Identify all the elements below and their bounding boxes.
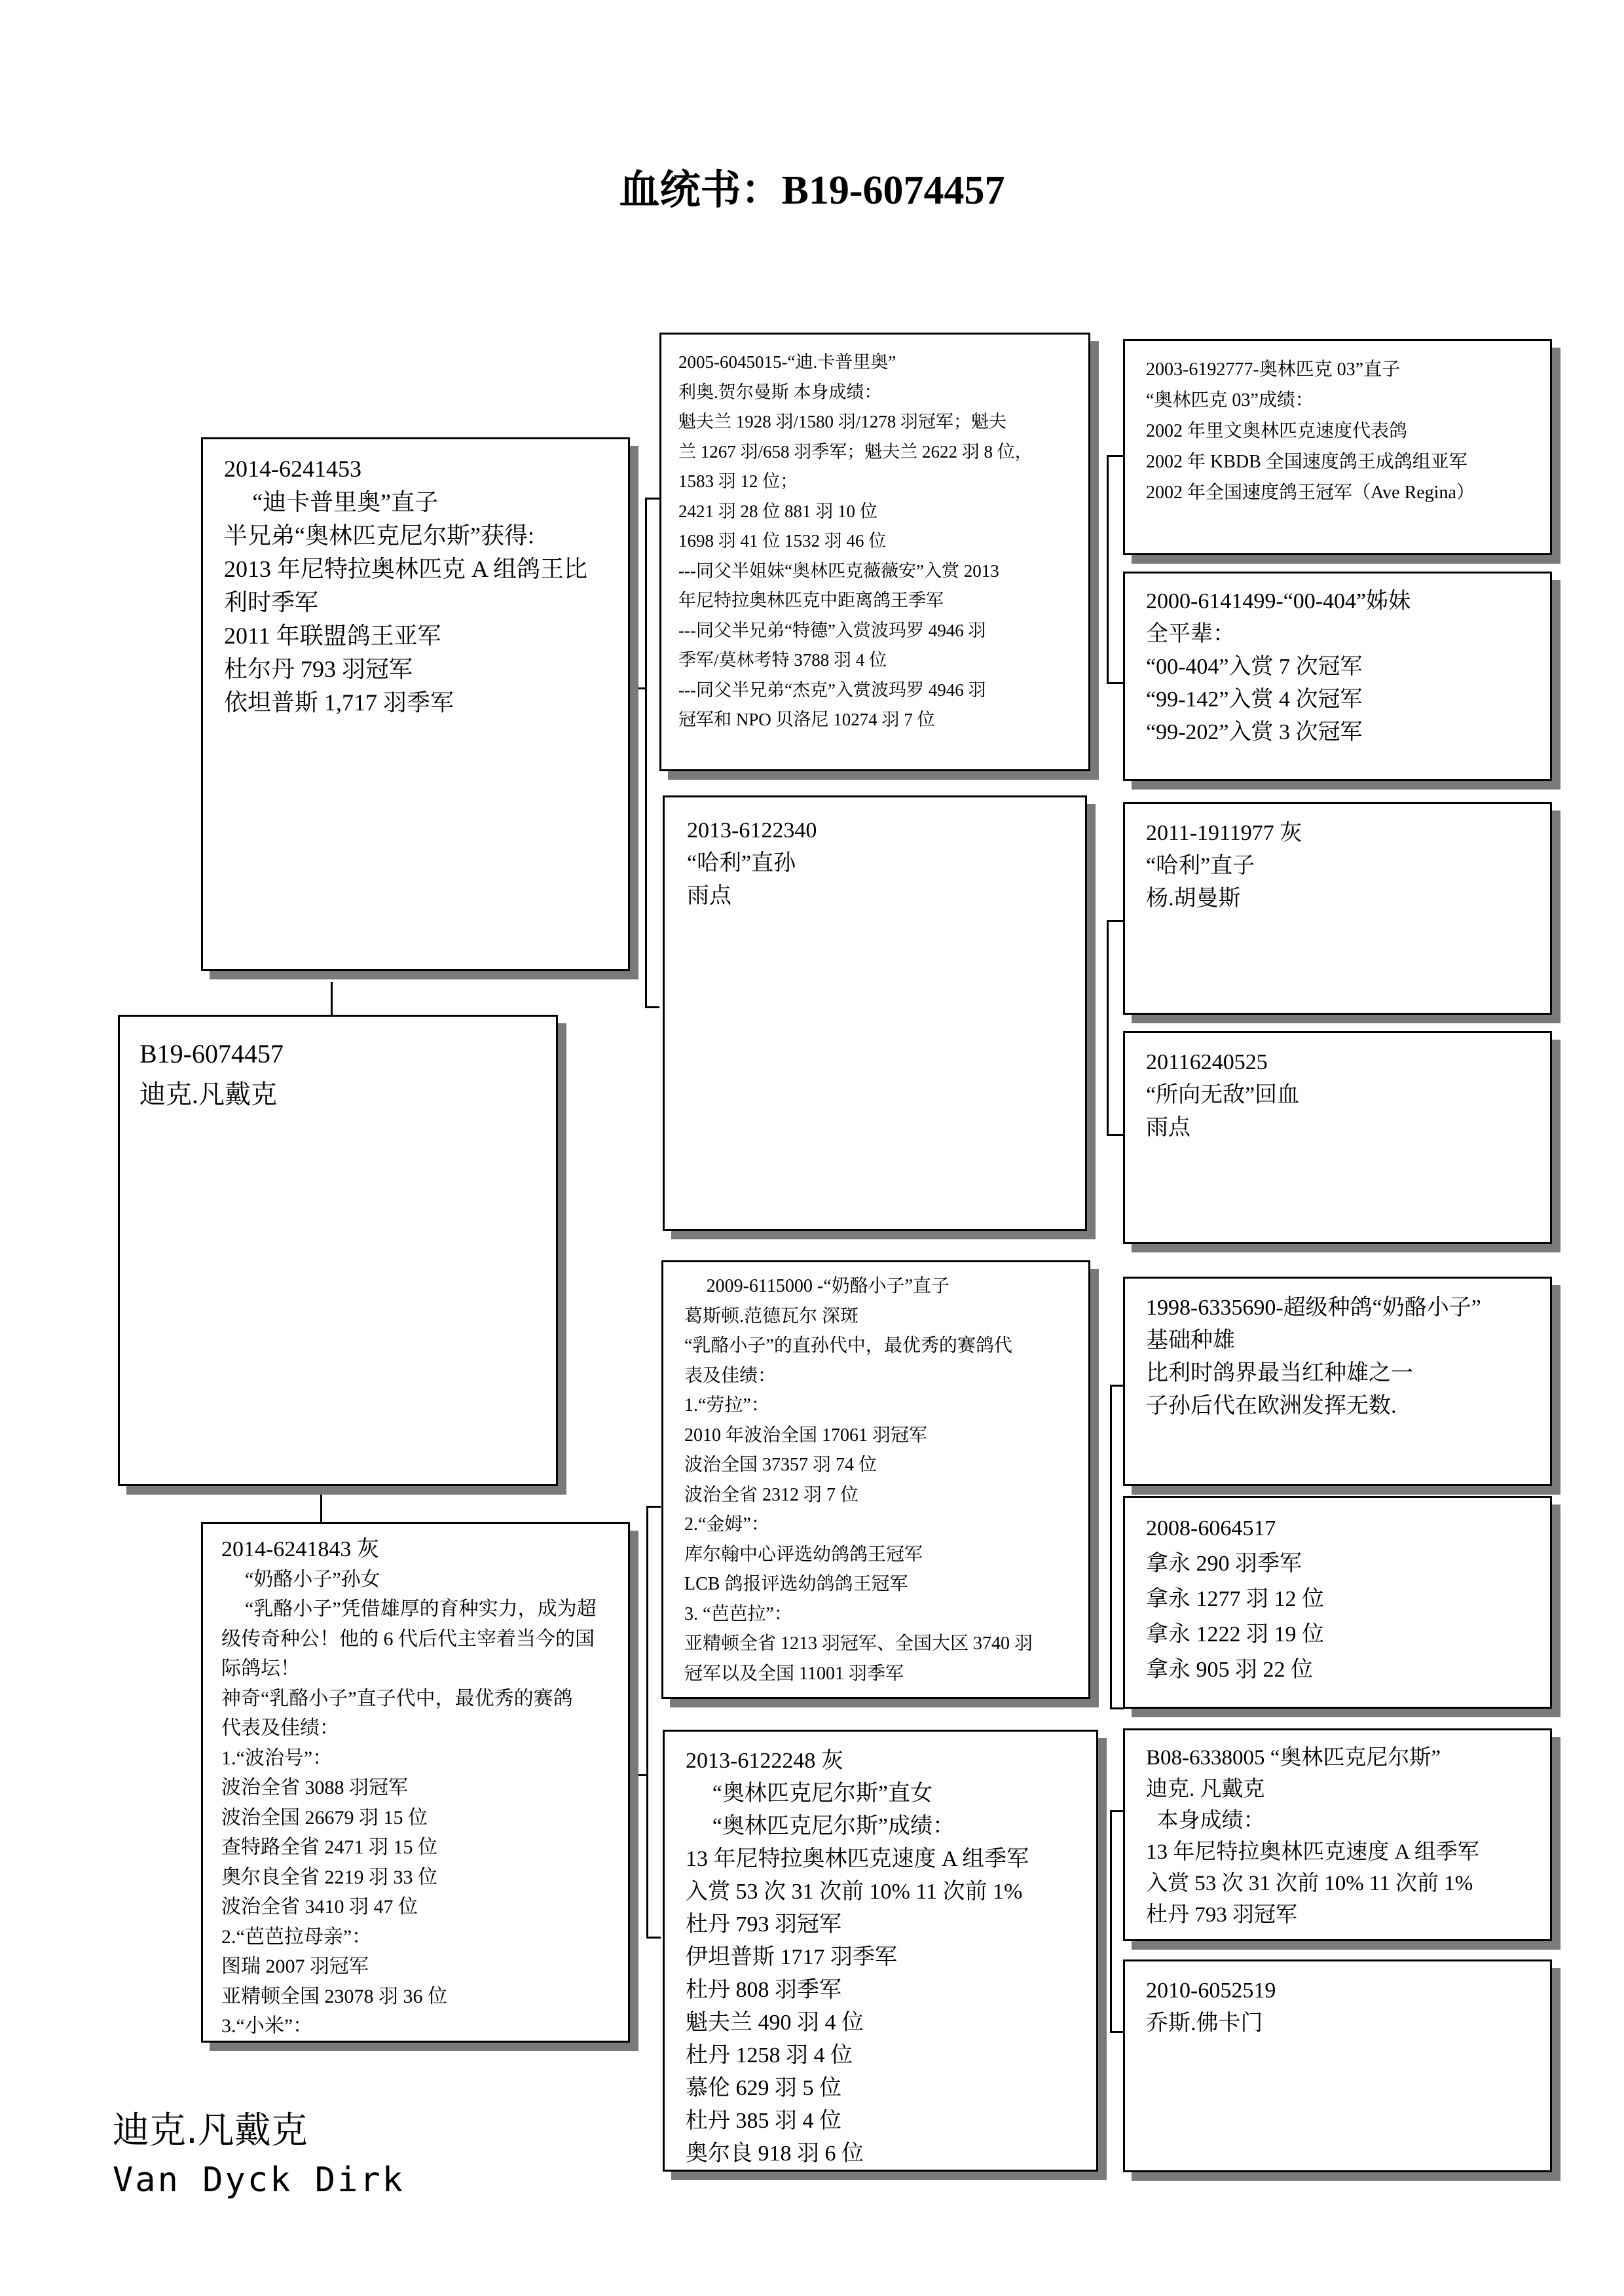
dam-line: 图瑞 2007 羽冠军 — [221, 1956, 369, 1977]
dam-sire-line: 2010 年波治全国 17061 羽冠军 — [684, 1425, 928, 1446]
ddd-line: 乔斯.佛卡门 — [1146, 2011, 1263, 2035]
dss-line: 基础种雄 — [1146, 1328, 1235, 1353]
dam-sire-box — [661, 1260, 1090, 1699]
sss-line: 2002 年 KBDB 全国速度鸽王成鸽组亚军 — [1146, 452, 1467, 472]
sire-sire-line: 2421 羽 28 位 881 羽 10 位 — [678, 501, 877, 521]
dam-sire-line: 波治全省 2312 羽 7 位 — [684, 1484, 859, 1505]
dam-line: 神奇“乳酪小子”直子代中，最优秀的赛鸽 — [221, 1687, 573, 1709]
sire-sire-line: 兰 1267 羽/658 羽季军；魁夫兰 2622 羽 8 位， — [678, 441, 1033, 462]
sire-sire-line: 1583 羽 12 位； — [678, 471, 798, 491]
dam-sire-line: 库尔翰中心评选幼鸽鸽王冠军 — [684, 1544, 923, 1565]
dss-line: 子孙后代在欧洲发挥无数. — [1146, 1394, 1397, 1418]
ssd-line: “00-404”入赏 7 次冠军 — [1146, 655, 1363, 679]
sire-sire-sire-box — [1123, 339, 1552, 555]
connector-line — [1107, 920, 1109, 1136]
sire-sire-line: 年尼特拉奥林匹克中距离鸽王季军 — [678, 591, 944, 610]
sire-box — [201, 437, 630, 971]
dam-sire-line: 2009-6115000 -“奶酪小子”直子 — [706, 1276, 950, 1296]
sire-sire-dam-box — [1123, 572, 1552, 781]
sire-sire-box — [659, 333, 1090, 771]
dam-dam-line: 伊坦普斯 1717 羽季军 — [686, 1945, 897, 1969]
dsd-line: 2008-6064517 — [1146, 1516, 1276, 1540]
dam-line: 波治全省 3088 羽冠军 — [221, 1777, 408, 1798]
dsd-line: 拿永 905 羽 22 位 — [1146, 1658, 1313, 1682]
dam-line: 级传奇种公！他的 6 代后代主宰着当今的国 — [221, 1628, 595, 1650]
sire-sire-line: 冠军和 NPO 贝洛尼 10274 羽 7 位 — [678, 710, 935, 729]
dam-sire-line: 亚精顿全省 1213 羽冠军、全国大区 3740 羽 — [684, 1633, 1033, 1654]
connector-line — [645, 1006, 659, 1008]
dss-line: 1998-6335690-超级种鸽“奶酪小子” — [1146, 1296, 1481, 1320]
dam-line: 3.“小米”： — [221, 2015, 313, 2037]
sire-dam-line: “哈利”直孙 — [687, 851, 796, 875]
sire-dam-line: 2013-6122340 — [687, 818, 817, 843]
sire-dam-line: 雨点 — [687, 884, 731, 908]
dam-sire-line: 波治全国 37357 羽 74 位 — [684, 1455, 877, 1475]
dam-line: 1.“波治号”： — [221, 1747, 333, 1769]
sire-sire-line: 季军/莫林考特 3788 羽 4 位 — [678, 650, 887, 670]
sire-line: “迪卡普里奥”直子 — [252, 489, 439, 515]
connector-line — [646, 1506, 661, 1508]
dam-dam-line: 杜丹 1258 羽 4 位 — [686, 2043, 853, 2068]
connector-line — [635, 1774, 648, 1776]
dam-dam-line: 杜丹 385 羽 4 位 — [686, 2109, 841, 2133]
dam-line: 奥尔良全省 2219 羽 33 位 — [221, 1866, 437, 1888]
sire-line: 2013 年尼特拉奥林匹克 A 组鸽王比 — [224, 556, 588, 582]
dam-sire-line: 葛斯顿.范德瓦尔 深斑 — [684, 1305, 859, 1326]
dam-line: 2.“芭芭拉母亲”： — [221, 1925, 372, 1948]
connector-line — [1110, 1385, 1112, 1709]
dam-line: 波治全省 3410 羽 47 位 — [221, 1896, 418, 1918]
dam-dam-sire-box — [1123, 1728, 1552, 1941]
connector-line — [1107, 455, 1123, 457]
connector-line — [1107, 1134, 1123, 1136]
sds-line: 2011-1911977 灰 — [1146, 821, 1302, 845]
sire-dam-box — [663, 795, 1087, 1231]
dam-line: 代表及佳绩： — [221, 1717, 339, 1739]
owner-name-cn: 迪克.凡戴克 — [113, 2109, 308, 2152]
ssd-line: 全平辈： — [1146, 622, 1235, 646]
dam-line: 际鸽坛！ — [221, 1658, 300, 1679]
subject-name: 迪克.凡戴克 — [139, 1080, 277, 1109]
dam-dam-dam-box — [1123, 1959, 1552, 2172]
sire-sire-line: 1698 羽 41 位 1532 羽 46 位 — [678, 531, 887, 551]
connector-line — [1110, 1810, 1124, 1812]
ssd-line: “99-202”入赏 3 次冠军 — [1146, 720, 1363, 744]
dam-box — [201, 1522, 630, 2043]
dsd-line: 拿永 290 羽季军 — [1146, 1552, 1302, 1576]
dds-line: 13 年尼特拉奥林匹克速度 A 组季军 — [1146, 1840, 1479, 1864]
subject-ring-number: B19-6074457 — [139, 1039, 284, 1068]
connector-line — [1110, 2031, 1124, 2033]
dam-dam-line: 杜丹 793 羽冠军 — [686, 1912, 841, 1937]
connector-line — [1107, 455, 1109, 684]
sire-sire-line: ---同父半姐妹“奥林匹克薇薇安”入赏 2013 — [678, 560, 999, 581]
page-title: 血统书：B19-6074457 — [619, 168, 1005, 213]
connector-line — [1110, 1385, 1124, 1387]
sire-line: 2014-6241453 — [224, 456, 361, 482]
dam-sire-dam-box — [1123, 1496, 1552, 1709]
sdd-line: 20116240525 — [1146, 1050, 1268, 1074]
dam-sire-line: LCB 鸽报评选幼鸽鸽王冠军 — [684, 1574, 908, 1594]
sdd-line: “所向无敌”回血 — [1146, 1083, 1300, 1107]
ssd-line: “99-142”入赏 4 次冠军 — [1146, 687, 1363, 712]
sds-line: “哈利”直子 — [1146, 854, 1255, 878]
dam-sire-line: 2.“金姆”： — [684, 1514, 769, 1535]
sire-line: 2011 年联盟鸽王亚军 — [224, 623, 441, 649]
dam-dam-line: 杜丹 808 羽季军 — [686, 1978, 841, 2002]
dds-line: 迪克. 凡戴克 — [1146, 1777, 1265, 1801]
connector-line — [646, 1506, 648, 1938]
dam-line: 亚精顿全国 23078 羽 36 位 — [221, 1985, 447, 2007]
sire-sire-line: 2005-6045015-“迪.卡普里奥” — [678, 352, 896, 372]
dam-dam-line: 魁夫兰 490 羽 4 位 — [686, 2011, 864, 2035]
connector-line — [646, 1937, 661, 1939]
dam-line: “乳酪小子”凭借雄厚的育种实力，成为超 — [245, 1598, 597, 1620]
connector-line — [1107, 682, 1123, 684]
sire-sire-line: ---同父半兄弟“特德”入赏波玛罗 4946 羽 — [678, 620, 986, 640]
sire-line: 依坦普斯 1,717 羽季军 — [224, 689, 454, 716]
dam-sire-line: 表及佳绩： — [684, 1365, 777, 1386]
ssd-line: 2000-6141499-“00-404”姊妹 — [1146, 589, 1411, 613]
dam-dam-line: 奥尔良 918 羽 6 位 — [686, 2141, 864, 2166]
subject-box — [118, 1015, 558, 1486]
sire-sire-line: ---同父半兄弟“杰克”入赏波玛罗 4946 羽 — [678, 680, 986, 700]
connector-line — [645, 498, 647, 1008]
dam-dam-line: “奥林匹克尼尔斯”直女 — [712, 1781, 932, 1806]
dam-dam-line: 13 年尼特拉奥林匹克速度 A 组季军 — [686, 1847, 1029, 1871]
dam-dam-line: “奥林匹克尼尔斯”成绩： — [712, 1814, 955, 1838]
dds-line: B08-6338005 “奥林匹克尼尔斯” — [1146, 1746, 1441, 1770]
dam-dam-line: 慕伦 629 羽 5 位 — [686, 2076, 841, 2100]
owner-name-en: Van Dyck Dirk — [113, 2160, 405, 2200]
sire-sire-line: 魁夫兰 1928 羽/1580 羽/1278 羽冠军；魁夫 — [678, 412, 1007, 431]
dam-sire-line: 3. “芭芭拉”： — [684, 1603, 792, 1624]
dam-line: 波治全国 26679 羽 15 位 — [221, 1806, 428, 1829]
connector-line — [1110, 1810, 1112, 2033]
dam-sire-line: 1.“劳拉”： — [684, 1395, 769, 1415]
connector-line — [645, 498, 659, 500]
dam-dam-line: 入赏 53 次 31 次前 10% 11 次前 1% — [686, 1880, 1023, 1904]
dam-line: 2014-6241843 灰 — [221, 1537, 379, 1561]
dam-sire-sire-box — [1123, 1277, 1552, 1486]
dam-dam-line: 2013-6122248 灰 — [686, 1749, 843, 1773]
sss-line: “奥林匹克 03”成绩： — [1146, 390, 1314, 410]
connector-line — [1110, 1707, 1124, 1709]
sds-line: 杨.胡曼斯 — [1146, 886, 1241, 911]
dds-line: 本身成绩： — [1156, 1809, 1265, 1832]
dam-sire-line: “乳酪小子”的直孙代中，最优秀的赛鸽代 — [684, 1336, 1012, 1356]
dss-line: 比利时鸽界最当红种雄之一 — [1146, 1361, 1413, 1385]
dam-line: “奶酪小子”孙女 — [245, 1568, 380, 1590]
sire-line: 半兄弟“奥林匹克尼尔斯”获得: — [224, 522, 534, 549]
sdd-line: 雨点 — [1146, 1116, 1190, 1140]
dam-sire-line: 冠军以及全国 11001 羽季军 — [684, 1663, 904, 1684]
dds-line: 入赏 53 次 31 次前 10% 11 次前 1% — [1146, 1872, 1473, 1895]
sire-line: 利时季军 — [224, 589, 319, 615]
dam-dam-box — [663, 1730, 1098, 2172]
sire-dam-dam-box — [1123, 1031, 1552, 1244]
connector-line — [1107, 920, 1123, 922]
dam-line: 查特路全省 2471 羽 15 位 — [221, 1836, 437, 1858]
sire-sire-line: 利奥.贺尔曼斯 本身成绩： — [678, 382, 882, 402]
connector-line — [331, 982, 333, 1015]
sire-dam-sire-box — [1123, 802, 1552, 1015]
sss-line: 2002 年里文奥林匹克速度代表鸽 — [1146, 421, 1408, 441]
sire-line: 杜尔丹 793 羽冠军 — [224, 656, 413, 682]
dds-line: 杜丹 793 羽冠军 — [1146, 1903, 1297, 1927]
sss-line: 2003-6192777-奥林匹克 03”直子 — [1146, 359, 1401, 380]
sss-line: 2002 年全国速度鸽王冠军（Ave Regina） — [1146, 483, 1475, 503]
ddd-line: 2010-6052519 — [1146, 1978, 1276, 2003]
dsd-line: 拿永 1222 羽 19 位 — [1146, 1622, 1324, 1647]
dsd-line: 拿永 1277 羽 12 位 — [1146, 1587, 1324, 1611]
